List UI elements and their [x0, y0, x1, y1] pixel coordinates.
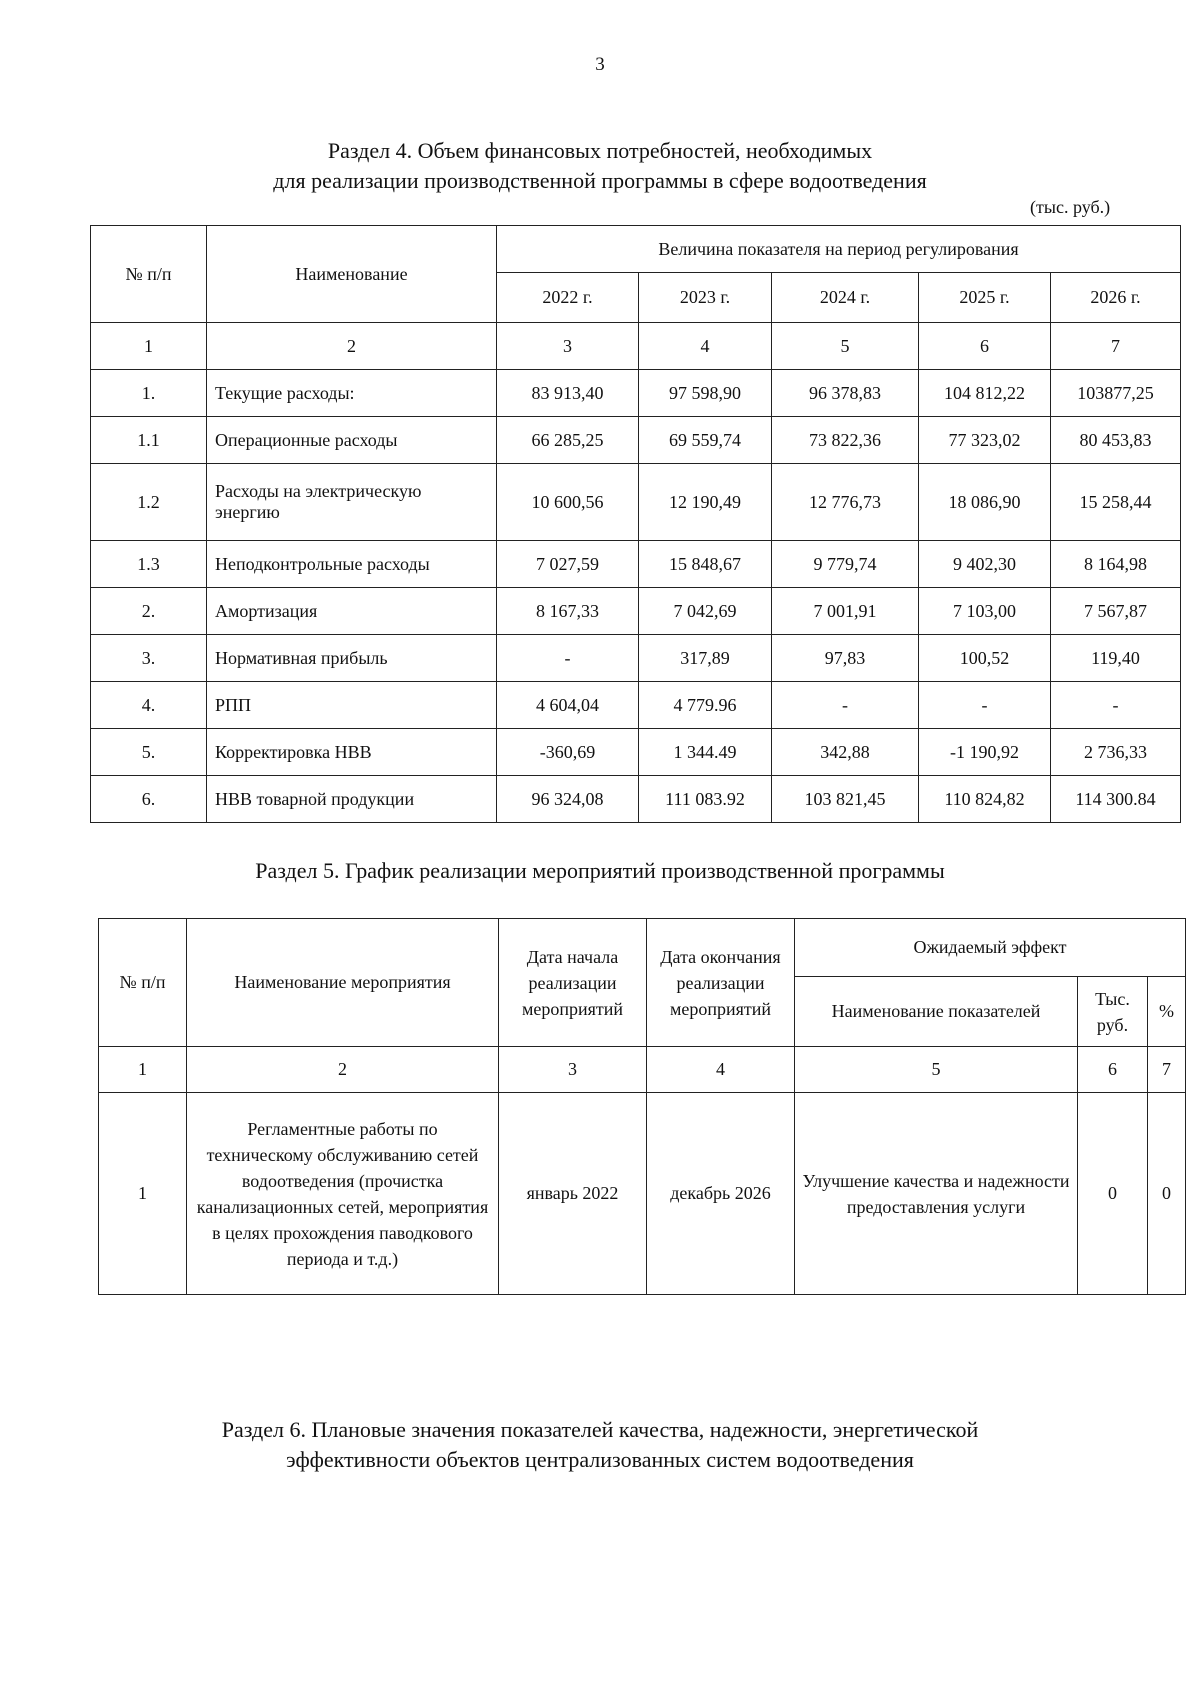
column-number: 6	[1078, 1047, 1148, 1093]
row-value: 12 190,49	[639, 464, 772, 541]
row-value: 1 344.49	[639, 729, 772, 776]
row-value: 2 736,33	[1051, 729, 1181, 776]
row-value: 8 164,98	[1051, 541, 1181, 588]
row-num: 1.3	[91, 541, 207, 588]
header-percent: %	[1148, 977, 1186, 1047]
row-value: 66 285,25	[497, 417, 639, 464]
row-value: 103877,25	[1051, 370, 1181, 417]
section4-title	[0, 136, 1200, 196]
row-value: 103 821,45	[772, 776, 919, 823]
column-number: 2	[187, 1047, 499, 1093]
row-percent: 0	[1148, 1093, 1186, 1295]
column-number: 1	[91, 323, 207, 370]
row-value: 83 913,40	[497, 370, 639, 417]
header-year: 2024 г.	[772, 273, 919, 323]
table-row	[91, 776, 1181, 823]
header-start-date: Дата начала реализации мероприятий	[499, 919, 647, 1047]
row-value: 4 779.96	[639, 682, 772, 729]
column-number: 1	[99, 1047, 187, 1093]
row-value: 7 001,91	[772, 588, 919, 635]
row-value: 15 258,44	[1051, 464, 1181, 541]
header-name: Наименование мероприятия	[187, 919, 499, 1047]
table-row	[91, 541, 1181, 588]
section4-title-line1: Раздел 4. Объем финансовых потребностей, необходимых	[327, 138, 873, 163]
row-value: 97 598,90	[639, 370, 772, 417]
row-name: Операционные расходы	[207, 417, 497, 464]
row-value: 9 402,30	[919, 541, 1051, 588]
column-number: 4	[647, 1047, 795, 1093]
row-value: 73 822,36	[772, 417, 919, 464]
table-row	[91, 729, 1181, 776]
row-indicator: Улучшение качества и надежности предоставления услуги	[795, 1093, 1078, 1295]
row-value: 8 167,33	[497, 588, 639, 635]
row-value: 97,83	[772, 635, 919, 682]
row-value: 96 378,83	[772, 370, 919, 417]
row-value: 77 323,02	[919, 417, 1051, 464]
row-value: 100,52	[919, 635, 1051, 682]
row-name: Корректировка НВВ	[207, 729, 497, 776]
column-number-row	[99, 1047, 1186, 1093]
header-end-date: Дата окончания реализации мероприятий	[647, 919, 795, 1047]
row-value: -	[497, 635, 639, 682]
row-value: 15 848,67	[639, 541, 772, 588]
row-value: -	[772, 682, 919, 729]
row-name: Нормативная прибыль	[207, 635, 497, 682]
unit-label: (тыс. руб.)	[1030, 197, 1111, 217]
header-thousand-rub: Тыс. руб.	[1078, 977, 1148, 1047]
header-period: Величина показателя на период регулирования	[497, 226, 1181, 273]
row-value: 12 776,73	[772, 464, 919, 541]
header-num: № п/п	[99, 919, 187, 1047]
row-value: -1 190,92	[919, 729, 1051, 776]
row-num: 6.	[91, 776, 207, 823]
table-row	[91, 682, 1181, 729]
row-value: -	[1051, 682, 1181, 729]
row-end-date: декабрь 2026	[647, 1093, 795, 1295]
header-name: Наименование	[207, 226, 497, 323]
row-value: 7 103,00	[919, 588, 1051, 635]
row-value: 9 779,74	[772, 541, 919, 588]
row-value: 7 027,59	[497, 541, 639, 588]
column-number: 2	[207, 323, 497, 370]
table-row	[91, 417, 1181, 464]
table-row	[91, 464, 1181, 541]
row-value: -	[919, 682, 1051, 729]
row-name: РПП	[207, 682, 497, 729]
row-num: 1.2	[91, 464, 207, 541]
row-name: Текущие расходы:	[207, 370, 497, 417]
row-value: 342,88	[772, 729, 919, 776]
row-num: 1.1	[91, 417, 207, 464]
header-year: 2026 г.	[1051, 273, 1181, 323]
column-number: 5	[795, 1047, 1078, 1093]
row-num: 4.	[91, 682, 207, 729]
row-value: 18 086,90	[919, 464, 1051, 541]
row-num: 3.	[91, 635, 207, 682]
row-num: 1	[99, 1093, 187, 1295]
row-name: Амортизация	[207, 588, 497, 635]
row-value: 7 042,69	[639, 588, 772, 635]
section6-title-line1: Раздел 6. Плановые значения показателей качества, надежности, энергетической	[221, 1417, 979, 1442]
column-number: 6	[919, 323, 1051, 370]
column-number: 3	[497, 323, 639, 370]
header-year: 2023 г.	[639, 273, 772, 323]
column-number: 5	[772, 323, 919, 370]
column-number-row	[91, 323, 1181, 370]
table-row	[91, 588, 1181, 635]
column-number: 7	[1148, 1047, 1186, 1093]
schedule-table	[98, 918, 1186, 1295]
row-num: 5.	[91, 729, 207, 776]
row-value: 110 824,82	[919, 776, 1051, 823]
table-row	[99, 1093, 1186, 1295]
row-name: Расходы на электрическую энергию	[207, 464, 497, 541]
header-year: 2025 г.	[919, 273, 1051, 323]
row-num: 1.	[91, 370, 207, 417]
section6-title-line2: эффективности объектов централизованных систем водоотведения	[286, 1447, 914, 1472]
row-name: Неподконтрольные расходы	[207, 541, 497, 588]
row-value: 69 559,74	[639, 417, 772, 464]
section4-title-line2: для реализации производственной программы в сфере водоотведения	[273, 168, 927, 193]
header-year: 2022 г.	[497, 273, 639, 323]
row-value: 111 083.92	[639, 776, 772, 823]
row-num: 2.	[91, 588, 207, 635]
row-value: 96 324,08	[497, 776, 639, 823]
financial-needs-table	[90, 225, 1181, 823]
table-row	[91, 370, 1181, 417]
row-value: 317,89	[639, 635, 772, 682]
column-number: 3	[499, 1047, 647, 1093]
row-thousand-rub: 0	[1078, 1093, 1148, 1295]
header-num: № п/п	[91, 226, 207, 323]
row-value: 10 600,56	[497, 464, 639, 541]
column-number: 4	[639, 323, 772, 370]
row-value: 114 300.84	[1051, 776, 1181, 823]
row-value: 104 812,22	[919, 370, 1051, 417]
row-value: 4 604,04	[497, 682, 639, 729]
row-value: -360,69	[497, 729, 639, 776]
header-indicator: Наименование показателей	[795, 977, 1078, 1047]
table-row	[91, 635, 1181, 682]
row-start-date: январь 2022	[499, 1093, 647, 1295]
row-value: 119,40	[1051, 635, 1181, 682]
section6-title	[0, 1415, 1200, 1475]
header-expected-effect: Ожидаемый эффект	[795, 919, 1186, 977]
row-value: 80 453,83	[1051, 417, 1181, 464]
row-value: 7 567,87	[1051, 588, 1181, 635]
row-name: НВВ товарной продукции	[207, 776, 497, 823]
row-activity-name: Регламентные работы по техническому обслуживанию сетей водоотведения (прочистка канализационных сетей, мероприятия в целях прохождения паводкового периода и т.д.)	[187, 1093, 499, 1295]
section5-title: Раздел 5. График реализации мероприятий производственной программы	[255, 858, 945, 883]
page-number: 3	[595, 54, 605, 75]
column-number: 7	[1051, 323, 1181, 370]
